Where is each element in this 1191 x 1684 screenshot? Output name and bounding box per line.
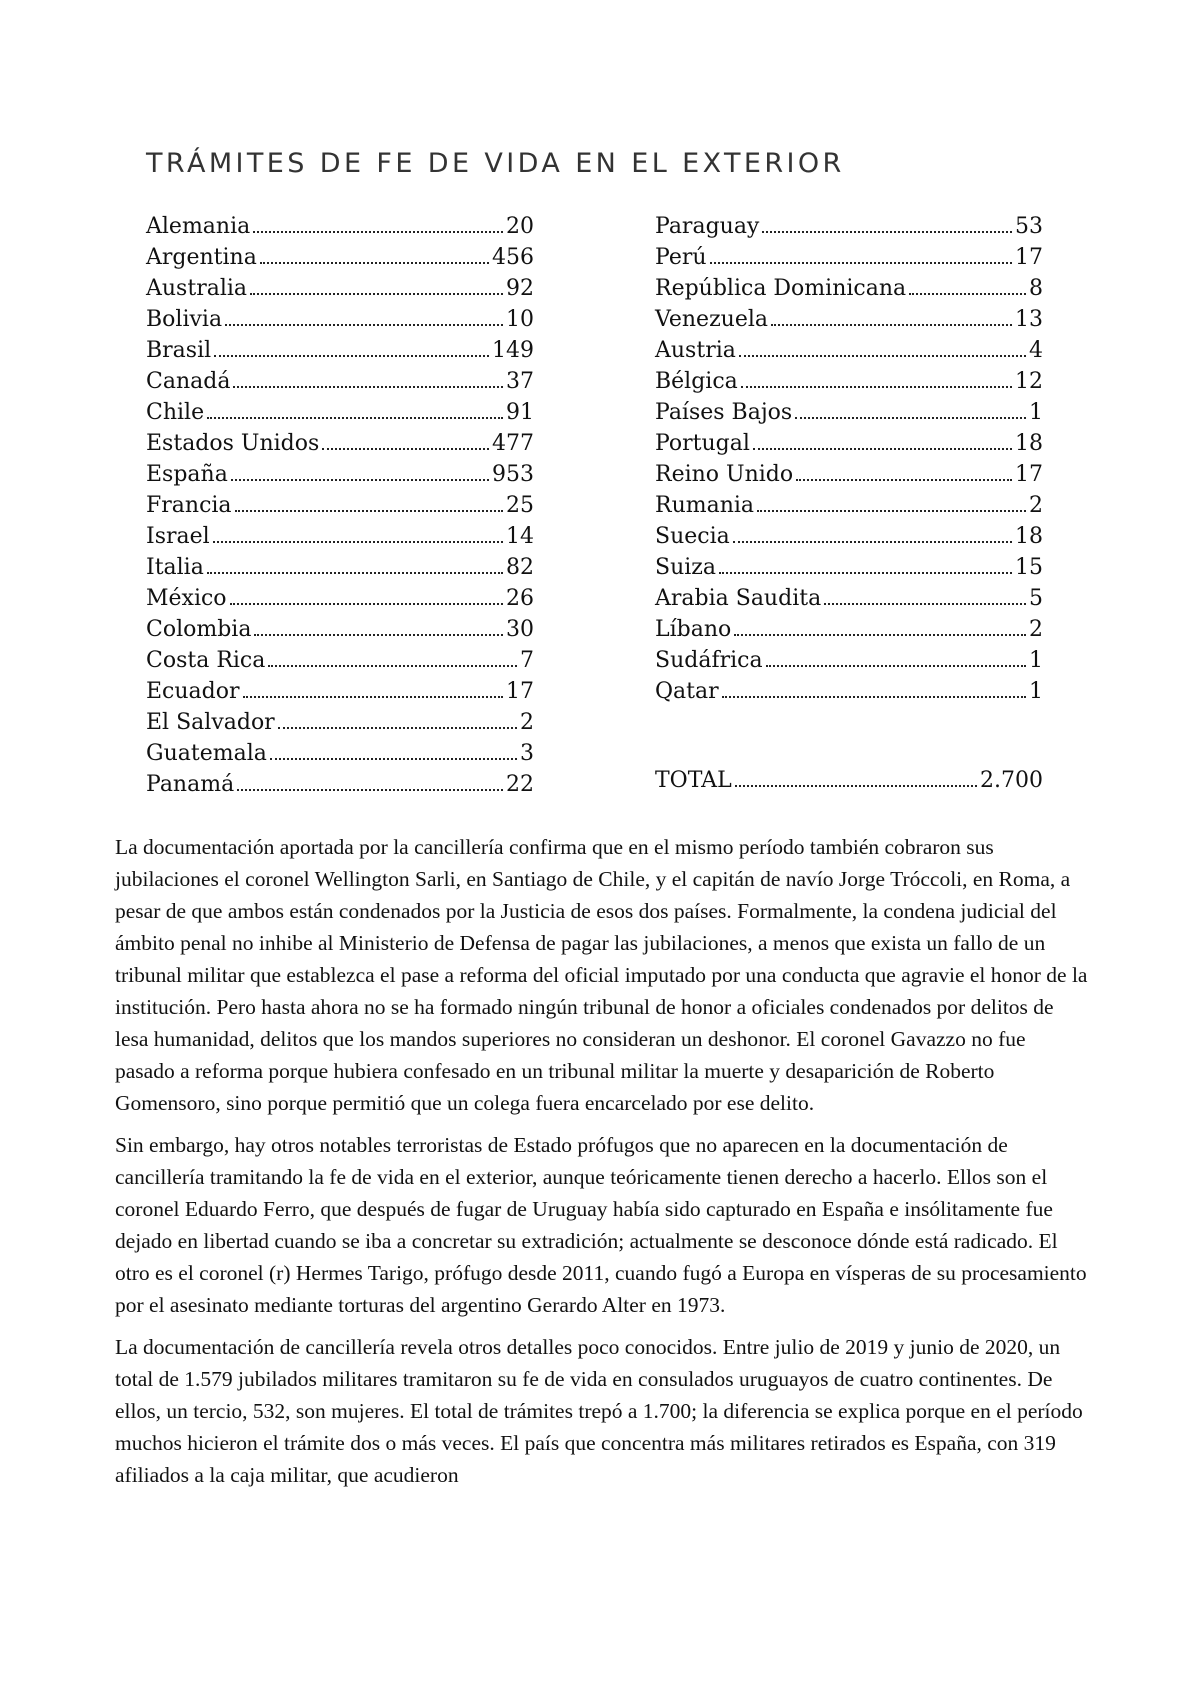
- country-count: 25: [506, 493, 534, 518]
- country-name: Qatar: [655, 679, 719, 704]
- country-name: Arabia Saudita: [655, 586, 822, 611]
- country-count: 2: [1029, 617, 1043, 642]
- dot-leader: [253, 231, 503, 233]
- paragraph: La documentación aportada por la cancillería confirma que en el mismo período también cobraron sus jubilaciones el coronel Wellington Sarli, en Santiago de Chile, y el capitán de navío Jorge Tróccoli, en Roma, a pesar de que ambos están condenados por la Justicia de esos dos países. Formalmente, la condena judicial del ámbito penal no inhibe al Ministerio de Defensa de pagar las jubilaciones, a menos que exista un fallo de un tribunal militar que establezca el pase a reforma del oficial imputado por una conducta que agravie el honor de la institución. Pero hasta ahora no se ha formado ningún tribunal de honor a oficiales condenados por delitos de lesa humanidad, delitos que los mandos superiores no consideran un deshonor. El coronel Gavazzo no fue pasado a reforma porque hubiera confesado en un tribunal militar la muerte y desaparición de Roberto Gomensoro, sino porque permitió que un colega fuera encarcelado por ese delito.: [115, 835, 1088, 1115]
- country-row: [146, 617, 534, 648]
- country-name: Israel: [146, 524, 210, 549]
- dot-leader: [278, 727, 517, 729]
- country-name: Paraguay: [655, 214, 760, 239]
- country-name: Australia: [146, 276, 248, 301]
- country-name: Suecia: [655, 524, 730, 549]
- paragraph: La documentación de cancillería revela otros detalles poco conocidos. Entre julio de 2019 y junio de 2020, un total de 1.579 jubilados militares tramitaron su fe de vida en consulados uruguayos de cuatro continentes. De ellos, un tercio, 532, son mujeres. El total de trámites trepó a 1.700; la diferencia se explica porque en el período muchos hicieron el trámite dos o más veces. El país que concentra más militares retirados es España, con 319 afiliados a la caja militar, que acudieron: [115, 1335, 1083, 1487]
- country-name: Suiza: [655, 555, 716, 580]
- country-count: 10: [506, 307, 534, 332]
- country-name: Italia: [146, 555, 204, 580]
- dot-leader: [734, 634, 1026, 636]
- dot-leader: [322, 448, 489, 450]
- country-row: [146, 679, 534, 710]
- country-count: 18: [1015, 524, 1043, 549]
- country-row: [146, 276, 534, 307]
- country-count: 22: [506, 772, 534, 797]
- country-row: [146, 338, 534, 369]
- country-count: 2: [520, 710, 534, 735]
- country-row: [655, 462, 1043, 493]
- country-count: 26: [506, 586, 534, 611]
- country-count: 13: [1015, 307, 1043, 332]
- country-count: 92: [506, 276, 534, 301]
- right-country-list: [655, 214, 1043, 710]
- country-row: [146, 245, 534, 276]
- dot-leader: [270, 758, 517, 760]
- dot-leader: [733, 541, 1012, 543]
- country-count: 30: [506, 617, 534, 642]
- dot-leader: [225, 324, 503, 326]
- country-row: [146, 586, 534, 617]
- dot-leader: [243, 696, 503, 698]
- country-name: Chile: [146, 400, 205, 425]
- country-count: 477: [492, 431, 534, 456]
- country-count: 17: [1015, 245, 1043, 270]
- country-count: 15: [1015, 555, 1043, 580]
- dot-leader: [233, 386, 503, 388]
- dot-leader: [753, 448, 1012, 450]
- country-row: [655, 648, 1043, 679]
- country-row: [146, 214, 534, 245]
- left-country-list: [146, 214, 534, 803]
- country-name: Ecuador: [146, 679, 240, 704]
- country-row: [655, 679, 1043, 710]
- dot-leader: [722, 696, 1026, 698]
- country-count: 456: [492, 245, 534, 270]
- country-row: [146, 493, 534, 524]
- country-name: Costa Rica: [146, 648, 266, 673]
- country-name: Perú: [655, 245, 707, 270]
- dot-leader: [796, 479, 1012, 481]
- dot-leader: [213, 541, 503, 543]
- article-body: [115, 831, 1090, 1501]
- dot-leader: [260, 262, 489, 264]
- country-count: 953: [492, 462, 534, 487]
- country-row: [655, 307, 1043, 338]
- dot-leader: [207, 572, 503, 574]
- country-count: 4: [1029, 338, 1043, 363]
- country-row: [655, 245, 1043, 276]
- country-name: España: [146, 462, 228, 487]
- country-count: 14: [506, 524, 534, 549]
- country-count: 12: [1015, 369, 1043, 394]
- country-count: 8: [1029, 276, 1043, 301]
- dot-leader: [762, 231, 1012, 233]
- dot-leader: [268, 665, 517, 667]
- country-row: [146, 741, 534, 772]
- total-value: 2.700: [980, 768, 1043, 793]
- dot-leader: [771, 324, 1012, 326]
- country-count: 82: [506, 555, 534, 580]
- country-name: Guatemala: [146, 741, 267, 766]
- dot-leader: [254, 634, 503, 636]
- country-name: El Salvador: [146, 710, 275, 735]
- country-row: [146, 431, 534, 462]
- country-name: Venezuela: [655, 307, 769, 332]
- dot-leader: [710, 262, 1012, 264]
- paragraph: Sin embargo, hay otros notables terroristas de Estado prófugos que no aparecen en la documentación de cancillería tramitando la fe de vida en el exterior, aunque teóricamente tienen derecho a hacerlo. Ellos son el coronel Eduardo Ferro, que después de fugar de Uruguay había sido capturado en España e insólitamente fue dejado en libertad cuando se iba a concretar su extradición; actualmente se desconoce dónde está radicado. El otro es el coronel (r) Hermes Tarigo, prófugo desde 2011, cuando fugó a Europa en vísperas de su procesamiento por el asesinato mediante torturas del argentino Gerardo Alter en 1973.: [115, 1133, 1087, 1317]
- country-row: [146, 369, 534, 400]
- country-name: Argentina: [146, 245, 257, 270]
- country-row: [655, 555, 1043, 586]
- country-count: 7: [520, 648, 534, 673]
- country-row: [655, 586, 1043, 617]
- country-name: Líbano: [655, 617, 732, 642]
- country-row: [655, 524, 1043, 555]
- dot-leader: [757, 510, 1026, 512]
- dot-leader: [207, 417, 503, 419]
- dot-leader: [909, 293, 1026, 295]
- country-count: 91: [506, 400, 534, 425]
- dot-leader: [719, 572, 1012, 574]
- country-name: Alemania: [146, 214, 251, 239]
- country-name: Reino Unido: [655, 462, 794, 487]
- country-name: Panamá: [146, 772, 235, 797]
- page-title: TRÁMITES DE FE DE VIDA EN EL EXTERIOR: [146, 148, 845, 179]
- country-count: 2: [1029, 493, 1043, 518]
- country-row: [655, 338, 1043, 369]
- country-count: 5: [1029, 586, 1043, 611]
- dot-leader: [237, 789, 503, 791]
- country-count: 20: [506, 214, 534, 239]
- country-name: Brasil: [146, 338, 212, 363]
- country-name: Bolivia: [146, 307, 223, 332]
- country-row: [146, 555, 534, 586]
- country-name: Francia: [146, 493, 232, 518]
- country-count: 1: [1029, 679, 1043, 704]
- country-count: 17: [506, 679, 534, 704]
- country-name: Austria: [655, 338, 736, 363]
- country-row: [655, 369, 1043, 400]
- dot-leader: [735, 785, 977, 787]
- dot-leader: [235, 510, 503, 512]
- total-row: [655, 768, 1043, 799]
- country-name: Canadá: [146, 369, 231, 394]
- country-count: 149: [492, 338, 534, 363]
- country-name: República Dominicana: [655, 276, 907, 301]
- country-count: 3: [520, 741, 534, 766]
- dot-leader: [250, 293, 503, 295]
- country-name: Estados Unidos: [146, 431, 320, 456]
- country-count: 53: [1015, 214, 1043, 239]
- country-row: [655, 400, 1043, 431]
- country-row: [655, 617, 1043, 648]
- country-name: Colombia: [146, 617, 252, 642]
- country-name: Portugal: [655, 431, 750, 456]
- country-count: 37: [506, 369, 534, 394]
- country-count: 1: [1029, 400, 1043, 425]
- country-row: [146, 307, 534, 338]
- dot-leader: [214, 355, 489, 357]
- country-count: 1: [1029, 648, 1043, 673]
- dot-leader: [766, 665, 1026, 667]
- country-count: 18: [1015, 431, 1043, 456]
- country-row: [146, 462, 534, 493]
- country-row: [146, 710, 534, 741]
- country-row: [655, 214, 1043, 245]
- country-row: [655, 493, 1043, 524]
- country-row: [146, 648, 534, 679]
- country-name: Rumania: [655, 493, 755, 518]
- dot-leader: [795, 417, 1026, 419]
- country-row: [655, 276, 1043, 307]
- country-name: Bélgica: [655, 369, 738, 394]
- total-label: TOTAL: [655, 768, 732, 793]
- country-name: Países Bajos: [655, 400, 793, 425]
- country-name: Sudáfrica: [655, 648, 763, 673]
- dot-leader: [741, 386, 1012, 388]
- dot-leader: [824, 603, 1026, 605]
- country-row: [655, 431, 1043, 462]
- country-row: [146, 772, 534, 803]
- dot-leader: [739, 355, 1026, 357]
- country-row: [146, 524, 534, 555]
- country-count: 17: [1015, 462, 1043, 487]
- country-name: México: [146, 586, 227, 611]
- country-row: [146, 400, 534, 431]
- dot-leader: [231, 479, 489, 481]
- dot-leader: [230, 603, 503, 605]
